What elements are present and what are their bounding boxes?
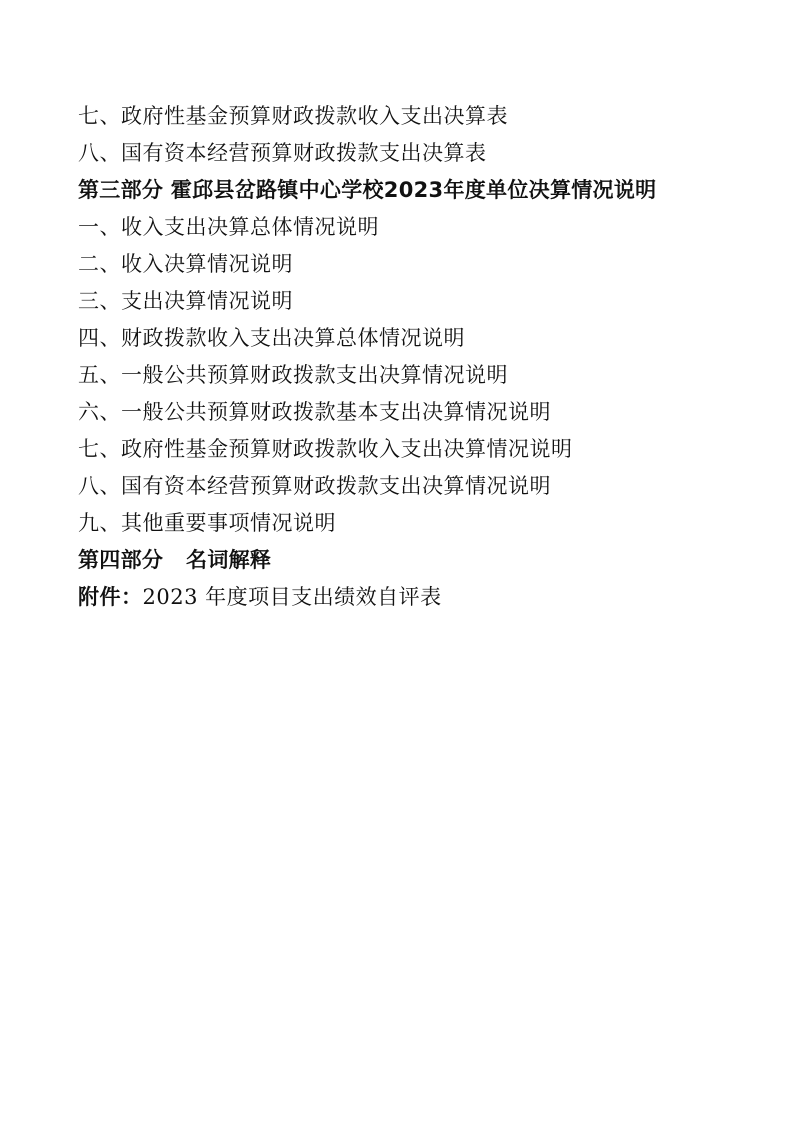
toc-item-expense-explanation: 三、支出决算情况说明 — [78, 289, 293, 313]
toc-item-overall-explanation: 一、收入支出决算总体情况说明 — [78, 215, 379, 239]
toc-item-general-budget-basic-explanation: 六、一般公共预算财政拨款基本支出决算情况说明 — [78, 400, 551, 424]
toc-item-fiscal-overall-explanation: 四、财政拨款收入支出决算总体情况说明 — [78, 326, 465, 350]
toc-item-state-capital-explanation: 八、国有资本经营预算财政拨款支出决算情况说明 — [78, 474, 551, 498]
toc-item-gov-fund-explanation: 七、政府性基金预算财政拨款收入支出决算情况说明 — [78, 437, 573, 461]
section-heading-part-three: 第三部分 霍邱县岔路镇中心学校2023年度单位决算情况说明 — [78, 178, 657, 202]
section-heading-part-four: 第四部分 名词解释 — [78, 548, 272, 572]
attachment-text: 2023 年度项目支出绩效自评表 — [142, 585, 442, 609]
attachment-label: 附件： — [78, 585, 143, 609]
toc-item-general-budget-expense-explanation: 五、一般公共预算财政拨款支出决算情况说明 — [78, 363, 508, 387]
toc-item-income-explanation: 二、收入决算情况说明 — [78, 252, 293, 276]
table-of-contents — [78, 98, 758, 616]
toc-item-state-capital-table: 八、国有资本经营预算财政拨款支出决算表 — [78, 141, 487, 165]
toc-item-gov-fund-table: 七、政府性基金预算财政拨款收入支出决算表 — [78, 104, 508, 128]
attachment-line — [78, 579, 758, 616]
toc-item-other-matters: 九、其他重要事项情况说明 — [78, 511, 336, 535]
